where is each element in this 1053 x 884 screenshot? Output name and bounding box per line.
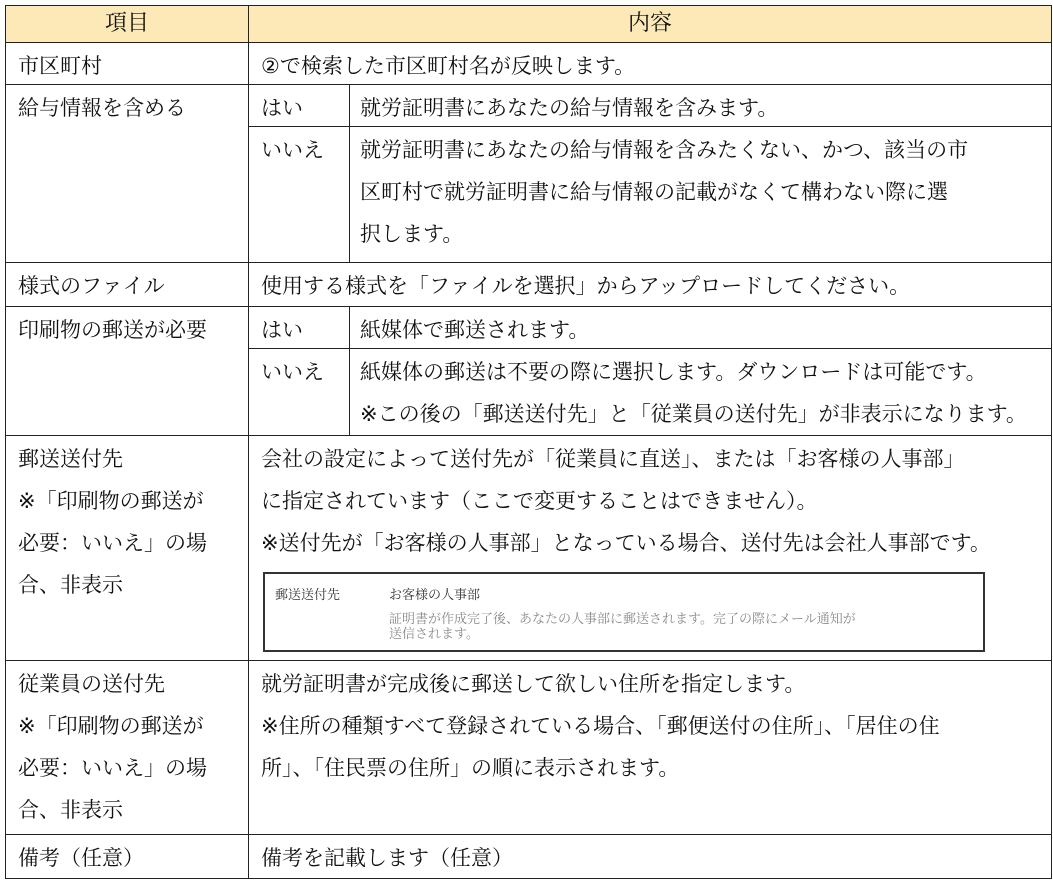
row-content bbox=[249, 436, 1052, 661]
content-line: に指定されています（ここで変更することはできません）。 bbox=[261, 489, 818, 513]
option-no: いいえ bbox=[249, 127, 350, 263]
row-label: 印刷物の郵送が必要 bbox=[6, 307, 249, 436]
content-line: 会社の設定によって送付先が「従業員に直送」、または「お客様の人事部」 bbox=[261, 447, 965, 471]
content-line: ※送付先が「お客様の人事部」となっている場合、送付先は会社人事部です。 bbox=[261, 531, 991, 555]
row-content: 使用する様式を「ファイルを選択」からアップロードしてください。 bbox=[249, 263, 1052, 307]
header-item: 項目 bbox=[6, 6, 249, 43]
label-line: 必要：いいえ」の場 bbox=[18, 531, 207, 555]
row-content: ②で検索した市区町村名が反映します。 bbox=[249, 43, 1052, 85]
option-yes: はい bbox=[249, 85, 350, 127]
row-label: 市区町村 bbox=[6, 43, 249, 85]
content-line: 就労証明書が完成後に郵送して欲しい住所を指定します。 bbox=[261, 672, 806, 696]
row-content: 備考を記載します（任意） bbox=[249, 835, 1052, 879]
header-row bbox=[6, 6, 1052, 43]
row-format bbox=[6, 263, 1052, 307]
header-content: 内容 bbox=[249, 6, 1052, 43]
desc-line: 区町村で就労証明書に給与情報の記載がなくて構わない際に選 bbox=[360, 180, 948, 204]
desc-line: ※この後の「郵送送付先」と「従業員の送付先」が非表示になります。 bbox=[360, 402, 1027, 426]
label-line: 従業員の送付先 bbox=[18, 672, 165, 696]
spec-table bbox=[5, 5, 1052, 879]
desc-line: 紙媒体の郵送は不要の際に選択します。ダウンロードは可能です。 bbox=[360, 360, 987, 384]
label-line: 郵送送付先 bbox=[18, 447, 123, 471]
row-label bbox=[6, 661, 249, 835]
screenshot-inset bbox=[263, 572, 985, 652]
option-yes: はい bbox=[249, 307, 350, 349]
option-no-desc bbox=[350, 349, 1052, 436]
row-mail-destination bbox=[6, 436, 1052, 661]
row-salary-yes bbox=[6, 85, 1052, 127]
row-city bbox=[6, 43, 1052, 85]
label-line: ※「印刷物の郵送が bbox=[18, 489, 204, 513]
desc-line: 就労証明書にあなたの給与情報を含みたくない、かつ、該当の市 bbox=[360, 138, 969, 162]
option-no-desc bbox=[350, 127, 1052, 263]
row-mail-yes bbox=[6, 307, 1052, 349]
row-employee-destination bbox=[6, 661, 1052, 835]
option-yes-desc: 紙媒体で郵送されます。 bbox=[350, 307, 1052, 349]
inset-value: お客様の人事部 bbox=[389, 588, 481, 603]
content-line: 所」、「住民票の住所」の順に表示されます。 bbox=[261, 756, 680, 780]
row-label: 給与情報を含める bbox=[6, 85, 249, 263]
label-line: ※「印刷物の郵送が bbox=[18, 714, 204, 738]
option-yes-desc: 就労証明書にあなたの給与情報を含みます。 bbox=[350, 85, 1052, 127]
inset-key: 郵送送付先 bbox=[275, 588, 341, 603]
row-label: 備考（任意） bbox=[6, 835, 249, 879]
option-no: いいえ bbox=[249, 349, 350, 436]
content-line: ※住所の種類すべて登録されている場合、「郵便送付の住所」、「居住の住 bbox=[261, 714, 940, 738]
row-remarks bbox=[6, 835, 1052, 879]
label-line: 合、非表示 bbox=[18, 573, 123, 597]
desc-line: 択します。 bbox=[360, 222, 464, 246]
label-line: 必要：いいえ」の場 bbox=[18, 756, 207, 780]
row-label bbox=[6, 436, 249, 661]
inset-note: 送信されます。 bbox=[389, 627, 479, 642]
label-line: 合、非表示 bbox=[18, 798, 123, 822]
row-content bbox=[249, 661, 1052, 835]
inset-note: 証明書が作成完了後、あなたの人事部に郵送されます。完了の際にメール通知が bbox=[389, 612, 856, 627]
row-label: 様式のファイル bbox=[6, 263, 249, 307]
